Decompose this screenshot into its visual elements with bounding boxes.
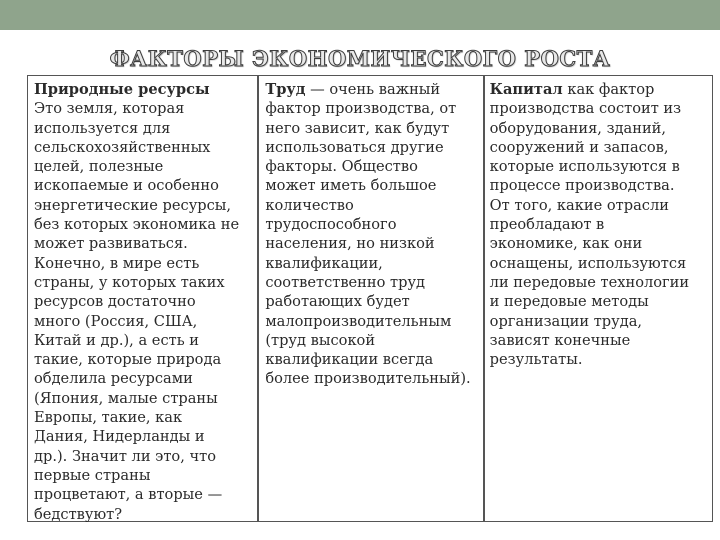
text-line: и передовые методы	[489, 293, 649, 311]
text-line: много (Россия, США,	[34, 312, 198, 330]
slide-title: ФАКТОРЫ ЭКОНОМИЧЕСКОГО РОСТА	[109, 46, 611, 71]
text-line: использоваться другие	[265, 138, 444, 156]
column-heading: Труд	[265, 81, 306, 98]
text-line: оснащены, используются	[489, 254, 687, 272]
text-line: преобладают в	[489, 216, 605, 234]
text-line: может иметь большое	[265, 177, 437, 195]
text-line: населения, но низкой	[265, 235, 435, 253]
text-line: количество	[265, 196, 354, 214]
text-line: страны, у которых таких	[34, 273, 225, 291]
factors-table	[27, 75, 713, 522]
text-line: квалификации,	[265, 254, 383, 272]
text-line: От того, какие отрасли	[489, 196, 669, 214]
text-line: Дания, Нидерланды и	[34, 428, 205, 446]
text-line: ископаемые и особенно	[34, 177, 219, 195]
text-line: которые используются в	[489, 158, 680, 176]
text-line: производства состоит из	[489, 100, 682, 118]
column-natural-resources	[28, 76, 257, 521]
text-line: сооружений и запасов,	[489, 138, 669, 156]
text-line: целей, полезные	[34, 158, 164, 176]
text-line: ли передовые технологии	[489, 273, 690, 291]
column-heading-rest: — очень важный	[305, 81, 441, 98]
text-line: энергетические ресурсы,	[34, 196, 232, 214]
column-heading: Капитал	[489, 81, 563, 98]
column-labor	[257, 76, 482, 521]
top-band	[0, 0, 720, 30]
text-line: такие, которые природа	[34, 351, 222, 369]
column-capital	[483, 76, 712, 521]
text-line: квалификации всегда	[265, 351, 434, 369]
text-line: без которых экономика не	[34, 216, 240, 234]
text-line: работающих будет	[265, 293, 410, 311]
text-line: экономике, как они	[489, 235, 643, 253]
text-line: обделила ресурсами	[34, 370, 193, 388]
text-line: ресурсов достаточно	[34, 293, 196, 311]
text-line: оборудования, зданий,	[489, 119, 667, 137]
column-body	[34, 99, 253, 524]
text-line: соответственно труд	[265, 273, 426, 291]
text-line: может развиваться.	[34, 235, 188, 253]
column-heading: Природные ресурсы	[34, 81, 210, 98]
text-line: трудоспособного	[265, 216, 397, 234]
text-line: первые страны	[34, 466, 151, 484]
text-line: него зависит, как будут	[265, 119, 450, 137]
column-heading-rest: как фактор	[562, 81, 655, 98]
column-body	[490, 99, 708, 369]
text-line: Китай и др.), а есть и	[34, 331, 199, 349]
text-line: др.). Значит ли это, что	[34, 447, 217, 465]
text-line: процветают, а вторые —	[34, 486, 223, 504]
text-line: результаты.	[489, 351, 583, 369]
text-line: (Япония, малые страны	[34, 389, 218, 407]
text-line: факторы. Общество	[265, 158, 418, 176]
column-body	[265, 99, 478, 388]
text-line: Это земля, которая	[34, 100, 185, 118]
text-line: сельскохозяйственных	[34, 138, 211, 156]
text-line: организации труда,	[489, 312, 643, 330]
text-line: фактор производства, от	[265, 100, 457, 118]
text-line: малопроизводительным	[265, 312, 452, 330]
text-line: бедствуют?	[34, 505, 123, 523]
text-line: более производительный).	[265, 370, 471, 388]
text-line: зависят конечные	[489, 331, 631, 349]
text-line: (труд высокой	[265, 331, 376, 349]
text-line: используется для	[34, 119, 171, 137]
text-line: Конечно, в мире есть	[34, 254, 200, 272]
text-line: процессе производства.	[489, 177, 675, 195]
text-line: Европы, такие, как	[34, 409, 183, 427]
